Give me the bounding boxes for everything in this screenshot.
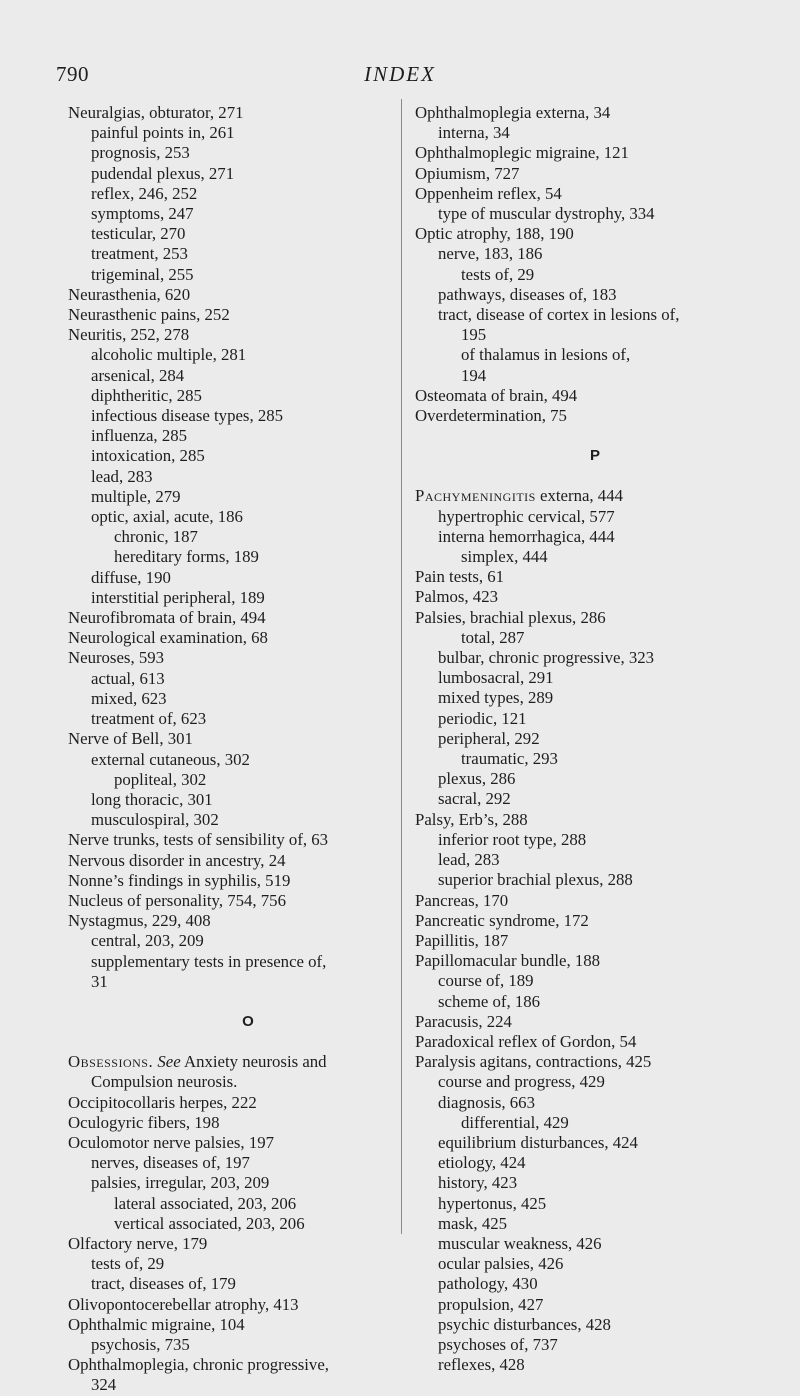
entry-text: psychoses of, 737 xyxy=(438,1334,558,1354)
index-entry xyxy=(415,164,775,184)
index-entry xyxy=(415,1012,775,1032)
entry-text: type of muscular dystrophy, 334 xyxy=(438,204,655,224)
index-subentry xyxy=(68,487,428,507)
entry-text: central, 203, 209 xyxy=(91,931,204,951)
index-entry xyxy=(68,305,428,325)
entry-text: Palmos, 423 xyxy=(415,587,498,607)
index-entry xyxy=(415,1052,775,1072)
entry-text: popliteal, 302 xyxy=(114,769,207,789)
index-subentry xyxy=(68,952,428,972)
entry-text: 194 xyxy=(461,365,487,385)
entry-text: Pancreatic syndrome, 172 xyxy=(415,910,589,930)
index-entry xyxy=(68,871,428,891)
entry-text: Palsies, brachial plexus, 286 xyxy=(415,607,606,627)
section-heading: O xyxy=(242,1012,254,1030)
entry-text: lumbosacral, 291 xyxy=(438,668,554,688)
entry-text: nerves, diseases of, 197 xyxy=(91,1153,250,1173)
entry-text: Osteomata of brain, 494 xyxy=(415,385,578,405)
entry-text: diffuse, 190 xyxy=(91,567,171,587)
index-subentry xyxy=(68,1194,428,1214)
index-subentry xyxy=(415,1072,775,1092)
index-subentry xyxy=(415,1113,775,1133)
index-entry xyxy=(415,224,775,244)
column-divider xyxy=(401,99,402,1234)
index-subentry xyxy=(68,164,428,184)
entry-text: lateral associated, 203, 206 xyxy=(114,1193,297,1213)
entry-text: hypertrophic cervical, 577 xyxy=(438,506,615,526)
index-subentry xyxy=(68,588,428,608)
index-entry xyxy=(415,386,775,406)
entry-text: diagnosis, 663 xyxy=(438,1092,535,1112)
index-subentry xyxy=(415,1234,775,1254)
entry-text: Nervous disorder in ancestry, 24 xyxy=(68,850,286,870)
entry-text: Neurasthenia, 620 xyxy=(68,284,191,304)
index-entry xyxy=(68,1355,428,1375)
index-entry xyxy=(68,1234,428,1254)
entry-text: history, 423 xyxy=(438,1173,518,1193)
entry-text: arsenical, 284 xyxy=(91,365,185,385)
index-subentry xyxy=(415,285,775,305)
index-subentry xyxy=(415,123,775,143)
entry-text: Pain tests, 61 xyxy=(415,567,505,587)
index-entry xyxy=(68,891,428,911)
entry-text: Ophthalmoplegic migraine, 121 xyxy=(415,143,629,163)
index-entry xyxy=(68,608,428,628)
index-subentry xyxy=(415,709,775,729)
index-entry xyxy=(415,911,775,931)
entry-text: Neurological examination, 68 xyxy=(68,628,268,648)
entry-text: vertical associated, 203, 206 xyxy=(114,1213,305,1233)
entry-text: lead, 283 xyxy=(91,466,153,486)
index-subentry xyxy=(68,265,428,285)
index-subentry xyxy=(415,1093,775,1113)
index-entry xyxy=(68,1052,428,1072)
index-subentry xyxy=(415,345,775,365)
index-subentry xyxy=(415,1295,775,1315)
index-entry xyxy=(68,1093,428,1113)
index-subentry xyxy=(68,366,428,386)
index-subentry xyxy=(415,1153,775,1173)
index-entry xyxy=(68,648,428,668)
index-subentry xyxy=(415,688,775,708)
entry-text: sacral, 292 xyxy=(438,789,511,809)
entry-text: superior brachial plexus, 288 xyxy=(438,870,633,890)
index-subentry xyxy=(68,1274,428,1294)
entry-text: differential, 429 xyxy=(461,1112,569,1132)
index-entry xyxy=(68,1295,428,1315)
index-subentry xyxy=(68,143,428,163)
entry-text: tests of, 29 xyxy=(461,264,535,284)
index-subentry xyxy=(415,1274,775,1294)
entry-text: hypertonus, 425 xyxy=(438,1193,547,1213)
index-entry xyxy=(415,103,775,123)
entry-text: Nerve of Bell, 301 xyxy=(68,729,193,749)
index-subentry xyxy=(415,1214,775,1234)
index-entry xyxy=(68,103,428,123)
entry-text: interstitial peripheral, 189 xyxy=(91,587,265,607)
index-subentry xyxy=(68,406,428,426)
entry-text: course and progress, 429 xyxy=(438,1072,605,1092)
entry-text: infectious disease types, 285 xyxy=(91,406,284,426)
index-subentry xyxy=(415,870,775,890)
entry-text: symptoms, 247 xyxy=(91,204,194,224)
entry-text: Neurofibromata of brain, 494 xyxy=(68,608,266,628)
index-subentry xyxy=(68,426,428,446)
entry-text: externa, 444 xyxy=(540,486,623,506)
index-subentry xyxy=(415,547,775,567)
index-subentry xyxy=(68,547,428,567)
entry-text: nerve, 183, 186 xyxy=(438,244,543,264)
entry-text: Olfactory nerve, 179 xyxy=(68,1233,208,1253)
running-title: INDEX xyxy=(364,62,436,86)
entry-text: course of, 189 xyxy=(438,971,534,991)
entry-text: tract, diseases of, 179 xyxy=(91,1274,236,1294)
index-subentry xyxy=(68,386,428,406)
entry-text: psychosis, 735 xyxy=(91,1334,190,1354)
entry-text: palsies, irregular, 203, 209 xyxy=(91,1173,270,1193)
entry-text: mask, 425 xyxy=(438,1213,507,1233)
entry-text: diphtheritic, 285 xyxy=(91,385,202,405)
index-column-right xyxy=(415,103,775,1375)
index-entry xyxy=(415,486,775,506)
index-subentry xyxy=(68,709,428,729)
entry-term: Obsessions. xyxy=(68,1052,154,1072)
entry-text: lead, 283 xyxy=(438,850,500,870)
entry-text: Anxiety neurosis and xyxy=(183,1052,327,1072)
index-subentry xyxy=(415,1194,775,1214)
index-subentry xyxy=(415,628,775,648)
entry-text: propulsion, 427 xyxy=(438,1294,544,1314)
index-subentry xyxy=(415,648,775,668)
index-subentry xyxy=(68,467,428,487)
index-subentry xyxy=(68,669,428,689)
index-subentry xyxy=(415,992,775,1012)
entry-text: bulbar, chronic progressive, 323 xyxy=(438,648,655,668)
index-entry xyxy=(68,628,428,648)
entry-text: Oculogyric fibers, 198 xyxy=(68,1112,220,1132)
index-subentry xyxy=(68,1335,428,1355)
entry-text: psychic disturbances, 428 xyxy=(438,1314,611,1334)
entry-text: Opiumism, 727 xyxy=(415,163,520,183)
index-entry xyxy=(415,810,775,830)
entry-text: testicular, 270 xyxy=(91,224,186,244)
index-entry xyxy=(68,1315,428,1335)
index-subentry xyxy=(68,972,428,992)
index-subentry xyxy=(415,1335,775,1355)
index-entry xyxy=(68,285,428,305)
entry-text: external cutaneous, 302 xyxy=(91,749,250,769)
index-entry xyxy=(68,729,428,749)
index-subentry xyxy=(68,568,428,588)
index-subentry xyxy=(415,1315,775,1335)
entry-text: intoxication, 285 xyxy=(91,446,205,466)
index-subentry xyxy=(415,507,775,527)
index-subentry xyxy=(415,850,775,870)
entry-text: chronic, 187 xyxy=(114,527,198,547)
entry-text: optic, axial, acute, 186 xyxy=(91,507,243,527)
index-subentry xyxy=(68,446,428,466)
index-subentry xyxy=(415,971,775,991)
index-entry xyxy=(68,911,428,931)
entry-text: Neurasthenic pains, 252 xyxy=(68,305,230,325)
entry-text: Optic atrophy, 188, 190 xyxy=(415,224,574,244)
index-entry xyxy=(415,406,775,426)
entry-text: actual, 613 xyxy=(91,668,165,688)
index-subentry xyxy=(68,1153,428,1173)
entry-text: musculospiral, 302 xyxy=(91,810,219,830)
index-subentry xyxy=(415,366,775,386)
entry-text: tests of, 29 xyxy=(91,1254,165,1274)
entry-text: Neuritis, 252, 278 xyxy=(68,325,190,345)
entry-text: Neuroses, 593 xyxy=(68,648,165,668)
entry-text: influenza, 285 xyxy=(91,426,187,446)
entry-text: interna, 34 xyxy=(438,123,510,143)
index-subentry xyxy=(68,224,428,244)
entry-text: Paradoxical reflex of Gordon, 54 xyxy=(415,1031,637,1051)
index-entry xyxy=(415,143,775,163)
index-subentry xyxy=(415,1173,775,1193)
entry-text: pathways, diseases of, 183 xyxy=(438,284,617,304)
entry-text: Nonne’s findings in syphilis, 519 xyxy=(68,870,291,890)
entry-text: Neuralgias, obturator, 271 xyxy=(68,103,244,122)
entry-text: Paralysis agitans, contractions, 425 xyxy=(415,1052,652,1072)
entry-text: treatment of, 623 xyxy=(91,709,207,729)
entry-text: tract, disease of cortex in lesions of, xyxy=(438,305,680,325)
entry-text: Overdetermination, 75 xyxy=(415,406,567,426)
index-subentry xyxy=(68,750,428,770)
entry-text: painful points in, 261 xyxy=(91,123,235,143)
entry-text: hereditary forms, 189 xyxy=(114,547,259,567)
index-subentry xyxy=(68,1375,428,1395)
index-subentry xyxy=(415,305,775,325)
entry-text: plexus, 286 xyxy=(438,769,516,789)
index-subentry xyxy=(68,1254,428,1274)
entry-text: Oculomotor nerve palsies, 197 xyxy=(68,1132,274,1152)
entry-text: prognosis, 253 xyxy=(91,143,190,163)
index-subentry xyxy=(415,1133,775,1153)
index-subentry xyxy=(68,1072,428,1092)
index-subentry xyxy=(68,790,428,810)
entry-text: Papillitis, 187 xyxy=(415,930,509,950)
index-subentry xyxy=(68,345,428,365)
index-subentry xyxy=(68,204,428,224)
entry-text: Nystagmus, 229, 408 xyxy=(68,911,211,931)
entry-text: Olivopontocerebellar atrophy, 413 xyxy=(68,1294,299,1314)
page-header xyxy=(0,60,800,90)
index-subentry xyxy=(68,931,428,951)
index-entry xyxy=(68,830,428,850)
entry-text: trigeminal, 255 xyxy=(91,264,194,284)
entry-text: Compulsion neurosis. xyxy=(91,1072,238,1092)
entry-text: etiology, 424 xyxy=(438,1153,526,1173)
index-subentry xyxy=(415,789,775,809)
see-reference: See xyxy=(157,1052,181,1072)
entry-text: Pancreas, 170 xyxy=(415,890,509,910)
entry-text: periodic, 121 xyxy=(438,708,527,728)
index-subentry xyxy=(68,184,428,204)
entry-text: reflexes, 428 xyxy=(438,1355,525,1375)
index-entry xyxy=(415,608,775,628)
entry-text: inferior root type, 288 xyxy=(438,829,587,849)
entry-text: scheme of, 186 xyxy=(438,991,541,1011)
entry-text: total, 287 xyxy=(461,627,525,647)
entry-text: Oppenheim reflex, 54 xyxy=(415,183,562,203)
entry-text: alcoholic multiple, 281 xyxy=(91,345,247,365)
entry-text: of thalamus in lesions of, xyxy=(461,345,631,365)
entry-text: pathology, 430 xyxy=(438,1274,538,1294)
index-subentry xyxy=(415,749,775,769)
entry-text: mixed, 623 xyxy=(91,688,167,708)
entry-text: simplex, 444 xyxy=(461,547,548,567)
entry-text: muscular weakness, 426 xyxy=(438,1233,602,1253)
entry-text: Ophthalmoplegia externa, 34 xyxy=(415,103,611,122)
index-subentry xyxy=(415,204,775,224)
index-subentry xyxy=(415,729,775,749)
entry-text: interna hemorrhagica, 444 xyxy=(438,526,615,546)
entry-text: 31 xyxy=(91,971,108,991)
entry-text: Ophthalmic migraine, 104 xyxy=(68,1314,245,1334)
index-subentry xyxy=(68,770,428,790)
entry-text: Palsy, Erb’s, 288 xyxy=(415,809,528,829)
entry-text: Nerve trunks, tests of sensibility of, 63 xyxy=(68,830,329,850)
section-heading: P xyxy=(589,447,600,465)
index-subentry xyxy=(415,1355,775,1375)
index-subentry xyxy=(68,810,428,830)
entry-text: reflex, 246, 252 xyxy=(91,183,198,203)
index-subentry xyxy=(68,1173,428,1193)
entry-text: long thoracic, 301 xyxy=(91,789,213,809)
index-subentry xyxy=(415,244,775,264)
entry-text: traumatic, 293 xyxy=(461,749,558,769)
index-subentry xyxy=(68,507,428,527)
entry-text: supplementary tests in presence of, xyxy=(91,951,327,971)
index-subentry xyxy=(68,689,428,709)
entry-text: ocular palsies, 426 xyxy=(438,1254,564,1274)
entry-term: Pachymeningitis xyxy=(415,486,536,506)
index-subentry xyxy=(415,325,775,345)
index-entry xyxy=(415,567,775,587)
index-entry xyxy=(68,1133,428,1153)
index-subentry xyxy=(68,527,428,547)
entry-text: treatment, 253 xyxy=(91,244,188,264)
entry-text: Papillomacular bundle, 188 xyxy=(415,951,601,971)
index-entry xyxy=(415,184,775,204)
index-subentry xyxy=(68,244,428,264)
entry-text: multiple, 279 xyxy=(91,486,181,506)
entry-text: 324 xyxy=(91,1375,117,1395)
index-entry xyxy=(415,587,775,607)
entry-text: 195 xyxy=(461,325,487,345)
index-entry xyxy=(415,891,775,911)
index-subentry xyxy=(415,265,775,285)
index-entry xyxy=(415,1032,775,1052)
index-subentry xyxy=(415,668,775,688)
entry-text: equilibrium disturbances, 424 xyxy=(438,1132,638,1152)
index-entry xyxy=(68,851,428,871)
entry-text: Paracusis, 224 xyxy=(415,1011,512,1031)
entry-text: peripheral, 292 xyxy=(438,728,540,748)
entry-text: mixed types, 289 xyxy=(438,688,554,708)
index-column-left xyxy=(68,103,428,1396)
index-entry xyxy=(415,931,775,951)
index-subentry xyxy=(415,769,775,789)
index-entry xyxy=(68,1113,428,1133)
entry-text: Nucleus of personality, 754, 756 xyxy=(68,890,286,910)
entry-text: Occipitocollaris herpes, 222 xyxy=(68,1092,257,1112)
index-subentry xyxy=(68,1214,428,1234)
page-number: 790 xyxy=(56,62,89,86)
index-entry xyxy=(415,951,775,971)
index-subentry xyxy=(68,123,428,143)
entry-text: Ophthalmoplegia, chronic progressive, xyxy=(68,1355,329,1375)
index-subentry xyxy=(415,527,775,547)
index-subentry xyxy=(415,1254,775,1274)
index-entry xyxy=(68,325,428,345)
index-subentry xyxy=(415,830,775,850)
entry-text: pudendal plexus, 271 xyxy=(91,163,235,183)
